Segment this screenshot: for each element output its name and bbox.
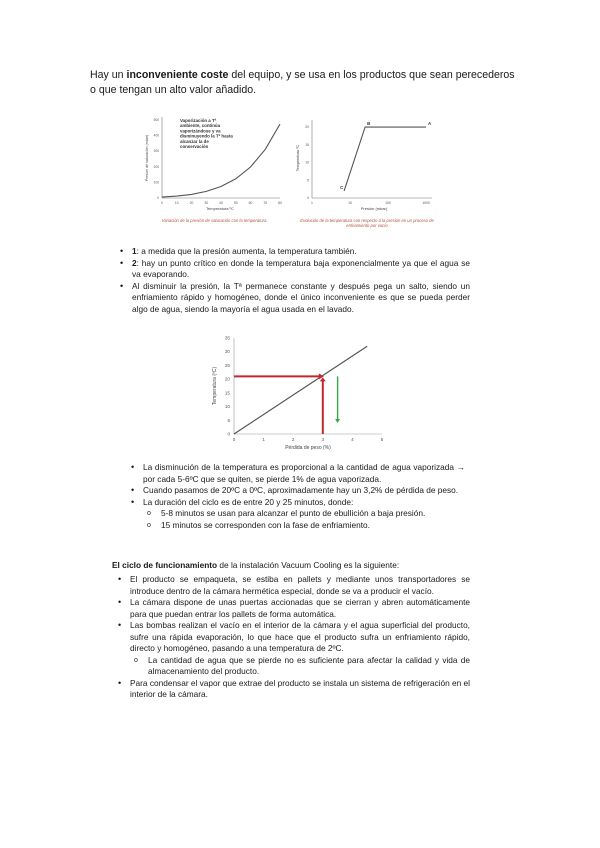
x-tick-label: 0 <box>232 437 236 442</box>
y-tick-label: 500 <box>153 118 159 122</box>
x-tick-label: 30 <box>204 201 209 205</box>
x-tick-label: 1 <box>311 201 313 205</box>
list-item: • Las bombas realizan el vacío en el interior de la cámara y el agua superficial del producto, sufre una rápida evaporación, lo que hace que el producto sufra un enfriamiento rápido, directo y homogéneo, pasando a una temperatura de 2ºC. o La cantidad de agua que se pierde no es suficiente para afectar la calidad y vida de almacenamiento del producto. <box>116 620 470 678</box>
chart-weight-loss <box>204 330 390 456</box>
section-heading: El ciclo de funcionamiento de la instalación Vacuum Cooling es la siguiente: <box>112 560 400 570</box>
bullet-list-2 <box>129 462 465 531</box>
x-tick-label: 10 <box>174 201 179 205</box>
y-tick-label: 20 <box>224 376 230 382</box>
x-tick-label: 20 <box>189 201 194 205</box>
y-tick-label: 200 <box>153 164 159 169</box>
list-item: • Al disminuir la presión, la Tª permanece constante y después pega un salto, siendo un enfriamiento rápido y homogéneo, donde el único inconveniente es que se pueda perder algo de agua, siendo la mayoría el agua usada en el lavado. <box>118 281 470 316</box>
y-tick-label: 0 <box>227 431 230 437</box>
y-tick-label: 5 <box>307 178 309 183</box>
y-tick-label: 35 <box>224 335 230 341</box>
x-tick-label: 2 <box>291 437 295 442</box>
figure-weight-loss <box>204 330 390 456</box>
y-tick-label: 30 <box>224 349 230 355</box>
chart2-ylabel: Temperatura ºC <box>296 144 300 172</box>
chart1-caption: Variación de la presión de saturación con la temperatura <box>161 218 267 223</box>
y-tick-label: 0 <box>157 196 159 200</box>
chart-temp-pressure <box>294 112 440 216</box>
chart3-ylabel: Temperatura (ºC) <box>212 366 218 406</box>
list-item: • La duración del ciclo es de entre 20 y 25 minutos, donde: o 5-8 minutos se usan para alcanzar el punto de ebullición a baja presión. o 15 minutos se corresponden con la fase de enfriamiento. <box>129 497 465 532</box>
green-arrow <box>335 376 340 423</box>
weight-loss-line <box>234 346 367 434</box>
y-tick-label: 400 <box>153 133 159 138</box>
point-label: B <box>367 121 371 127</box>
chart1-xlabel: Temperatura ºC <box>206 206 234 211</box>
chart3-xlabel: Pérdida de peso (%) <box>285 445 331 451</box>
y-tick-label: 100 <box>153 180 159 185</box>
x-tick-label: 60 <box>248 201 253 205</box>
chart2-xlabel: Presión (mbar) <box>360 206 388 211</box>
x-tick-label: 1 <box>262 437 265 442</box>
figure-saturation <box>140 112 288 224</box>
intro-paragraph <box>90 68 520 98</box>
x-tick-label: 40 <box>219 201 223 205</box>
x-tick-label: 10 <box>348 201 352 205</box>
point-label: C <box>340 184 344 190</box>
y-tick-label: 10 <box>224 404 230 410</box>
sub-list-item: o 15 minutos se corresponden con la fase de enfriamiento. <box>143 520 465 532</box>
list-item: • Para condensar el vapor que extrae del producto se instala un sistema de refrigeración en el interior de la cámara. <box>116 678 470 701</box>
y-tick-label: 15 <box>305 142 309 147</box>
list-item: • La cámara dispone de unas puertas accionadas que se cierran y abren automáticamente para que puedan entrar los pallets de forma automática. <box>116 597 470 620</box>
temp-pressure-line <box>344 127 426 191</box>
list-item: • El producto se empaqueta, se estiba en pallets y mediante unos transportadores se introduce dentro de la cámara hermética especial, donde se va a producir el vacío. <box>116 574 470 597</box>
y-tick-label: 10 <box>305 160 309 165</box>
chart2-caption: Evolución de la temperatura con respecto a la presión en un proceso de enfriamiento por vacío <box>300 218 434 228</box>
bullet-list-3 <box>116 574 470 701</box>
x-tick-label: 80 <box>278 201 282 205</box>
x-tick-label: 5 <box>380 437 384 442</box>
sub-list-item: o La cantidad de agua que se pierde no es suficiente para afectar la calidad y vida de almacenamiento del producto. <box>130 655 470 678</box>
sub-list-item: o 5-8 minutos se usan para alcanzar el punto de ebullición a baja presión. <box>143 508 465 520</box>
chart1-annotation: Vaporización a Tª ambiente, continúa vaporizándose y va disminuyendo la Tª hasta alcanzar la de conservación <box>180 118 233 149</box>
list-item: • Cuando pasamos de 20ºC a 0ºC, aproximadamente hay un 3,2% de pérdida de peso. <box>129 485 465 497</box>
y-tick-label: 0 <box>307 196 309 200</box>
figure-temperature-pressure <box>294 112 440 230</box>
x-tick-label: 50 <box>233 201 238 205</box>
intro-text: Hay un <box>90 69 127 81</box>
list-item: • 1: a medida que la presión aumenta, la temperatura también. <box>118 246 470 258</box>
point-label: A <box>428 121 432 127</box>
x-tick-label: 0 <box>161 201 163 205</box>
list-item: • 2: hay un punto crítico en donde la temperatura baja exponencialmente ya que el agua se va evaporando. <box>118 258 470 281</box>
x-tick-label: 1000 <box>422 201 430 205</box>
x-tick-label: 4 <box>351 437 354 442</box>
bullet-list-1 <box>118 246 470 315</box>
y-tick-label: 300 <box>153 149 159 154</box>
x-tick-label: 100 <box>385 201 391 205</box>
y-tick-label: 20 <box>305 125 309 130</box>
y-tick-label: 15 <box>224 390 230 396</box>
intro-text-end: del equipo, y se usa en los productos que sean perecederos o que tengan un alto valor añadido. <box>90 69 515 96</box>
intro-bold: inconveniente coste <box>126 69 229 81</box>
y-tick-label: 5 <box>227 417 230 423</box>
x-tick-label: 3 <box>321 437 325 442</box>
list-item: • La disminución de la temperatura es proporcional a la cantidad de agua vaporizada → por cada 5-6ºC que se quiten, se pierde 1% de agua vaporizada. <box>129 462 465 485</box>
x-tick-label: 70 <box>263 201 268 205</box>
chart1-ylabel: Presión de saturación (mbar) <box>145 134 149 182</box>
y-tick-label: 25 <box>224 362 230 368</box>
chart-saturation <box>140 112 288 216</box>
